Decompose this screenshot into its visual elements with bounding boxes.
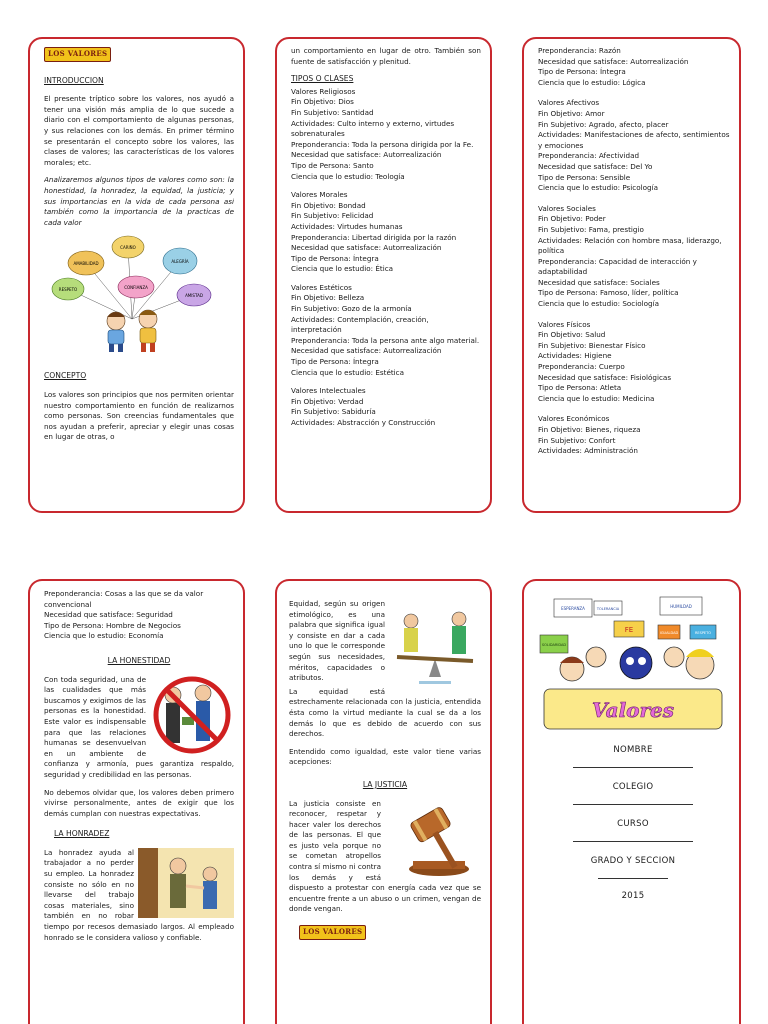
panel-tipos-continuacion [522,37,741,513]
sign-fe [614,621,644,637]
group-title: Valores Intelectuales [291,386,366,396]
field-label: CURSO [617,819,649,829]
group-line: Actividades: Contemplación, creación, interpretación [291,314,429,335]
value-group-fisicos [538,320,730,405]
field-underline [573,794,693,805]
justice-heading: LA JUSTICIA [362,779,408,789]
group-line: Ciencia que lo estudio: Teología [291,171,405,181]
concept-paragraph: Los valores son principios que nos permiten orientar nuestro comportamiento en función de realizarnos como personas. Son creencias fundamentales que nos ayudan a preferir, apreciar y elegir unas cosas en lugar de otras, o [44,389,234,442]
svg-text:FE: FE [624,626,634,634]
group-line: Ciencia que lo estudio: Economía [44,631,164,641]
group-line: Fin Subjetivo: Agrado, afecto, placer [538,119,669,129]
group-line: Preponderancia: Cosas a las que se da valor convencional [44,589,204,609]
equity-paragraph-1: Equidad, según su origen etimológico, es una palabra que significa igual y consiste en dar a cada uno lo que le corresponde según sus necesidades, méritos, capacidades o atributos. [289,599,385,683]
group-line: Ciencia que lo estudio: Sociología [538,299,660,309]
group-line: Ciencia que lo estudio: Lógica [538,77,646,87]
panel-2-content [291,46,481,510]
sign-igualdad [658,625,680,639]
svg-text:CARIÑO: CARIÑO [120,245,136,251]
panel-portada [522,579,741,1024]
group-line: Necesidad que satisface: Del Yo [538,161,653,171]
group-line: Necesidad que satisface: Autorrealización [291,346,442,356]
equity-paragraph-3: Entendido como igualdad, este valor tiene varias acepciones: [289,746,481,767]
group-line: Necesidad que satisface: Seguridad [44,610,173,620]
sign-humildad [660,597,702,615]
honesty-heading: LA HONESTIDAD [107,655,171,665]
group-line: Tipo de Persona: Atleta [538,383,622,393]
cover-illustration [538,591,728,733]
group-title: Valores Afectivos [538,98,600,108]
balloon-amistad [177,284,211,306]
intro-paragraph-2: Analizaremos algunos tipos de valores como son: la honestidad, la honradez, la equidad, la justicia; y sus importancias en la vida de cada persona así también como la importancia de la practicas de cada valor [44,175,234,227]
panel-4-content [44,589,234,1021]
justice-paragraph: La justicia consiste en reconocer, respetar y hacer valer los derechos de las personas. El que es justo vela porque no se cometan atropellos contra sí mismo ni contra los demás y está dispuesto a protestar con energía cada vez que se encuentre frente a un abuso o un crimen, vengan de donde vengan. [289,798,481,914]
concept-heading: CONCEPTO [44,371,87,381]
svg-text:HUMILDAD: HUMILDAD [670,604,692,609]
group-line: Tipo de Persona: Íntegra [291,357,379,367]
group-line: Actividades: Virtudes humanas [291,221,403,231]
group-line: Fin Objetivo: Bienes, riqueza [538,425,641,434]
group-line: Fin Objetivo: Verdad [291,396,364,406]
group-line: Tipo de Persona: Sensible [538,172,631,182]
economicos-continuation [44,589,234,642]
group-line: Ciencia que lo estudio: Psicología [538,183,658,193]
field-underline [573,831,693,842]
types-heading: TIPOS O CLASES [291,74,354,84]
group-line: Fin Objetivo: Poder [538,214,606,224]
group-line: Necesidad que satisface: Sociales [538,277,660,287]
svg-text:ALEGRÍA: ALEGRÍA [171,259,189,265]
seesaw-illustration [389,599,481,685]
cover-form [538,745,728,901]
group-line: Ciencia que lo estudio: Ética [291,264,394,274]
group-line: Actividades: Higiene [538,351,612,361]
group-line: Necesidad que satisface: Autorrealización [291,243,442,253]
panel-tipos [275,37,492,513]
value-group-morales [291,190,481,275]
honradez-paragraph: La honradez ayuda al trabajador a no perder su empleo. La honradez consiste no sólo en no llevarse del trabajo cosas materiales, sino también en no robar tiempo por recesos demasiado largos. Al empleado honrado se le considera valioso y confiable. [44,847,234,942]
svg-text:RESPETO: RESPETO [694,631,712,635]
group-line: Preponderancia: Razón [538,46,621,55]
group-line: Actividades: Administración [538,446,638,456]
sign-tolerancia [594,601,622,615]
svg-text:AMISTAD: AMISTAD [185,293,203,299]
panel-introduccion [28,37,245,513]
group-line: Actividades: Abstracción y Construcción [291,418,436,427]
group-line: Fin Objetivo: Salud [538,330,606,340]
group-line: Tipo de Persona: Hombre de Negocios [44,620,181,630]
balloon-carino [112,236,144,258]
panel-3-content [538,46,730,510]
panel-equidad-justicia [275,579,492,1024]
group-title: Valores Físicos [538,319,591,329]
svg-text:IGUALDAD: IGUALDAD [659,631,679,635]
value-group-economicos [538,414,730,456]
group-line: Actividades: Relación con hombre masa, liderazgo, política [538,235,722,256]
group-line: Necesidad que satisface: Autorrealización [291,150,442,160]
honradez-heading: LA HONRADEZ [54,829,110,839]
field-nombre[interactable] [538,745,728,768]
field-underline [598,868,668,879]
balloon-amabilidad [68,251,104,275]
value-group-religiosos [291,87,481,182]
value-group-sociales [538,204,730,310]
honesty-paragraph-1: Con toda seguridad, una de las cualidades que más buscamos y exigimos de las personas es la honestidad. Este valor es indispensable para que las relaciones humanas se desenvuelvan en un ambiente de confianza y armonía, pues garantiza respaldo, seguridad y credibilidad en las personas. [44,674,234,779]
field-underline [573,757,693,768]
group-line: Fin Subjetivo: Gozo de la armonía [291,304,412,314]
svg-text:SOLIDARIDAD: SOLIDARIDAD [541,643,567,647]
intro-heading: INTRODUCCION [44,75,104,85]
group-line: Actividades: Manifestaciones de afecto, sentimientos y emociones [538,130,730,150]
honesty-paragraph-2: No debemos olvidar que, los valores deben primero vivirse personalmente, antes de exigir que los demás cumplan con nuestras expectativas. [44,787,234,818]
value-group-intelectuales-cont [538,46,730,88]
field-curso[interactable] [538,819,728,842]
panel-honestidad [28,579,245,1024]
group-line: Necesidad que satisface: Autorrealización [538,56,689,66]
field-grado-seccion[interactable] [538,856,728,879]
svg-text:RESPETO: RESPETO [58,287,78,293]
value-group-afectivos [538,98,730,193]
group-line: Preponderancia: Cuerpo [538,362,625,372]
brand-tag-bottom: LOS VALORES [299,925,366,940]
field-label: NOMBRE [613,745,653,755]
panel-5-content [289,599,481,1021]
group-line: Tipo de Persona: Santo [291,160,374,170]
handshake-illustration [138,848,234,918]
cover-year: 2015 [621,891,645,901]
group-line: Preponderancia: Toda la persona ante algo material. [291,335,480,345]
gavel-icon [385,799,481,881]
group-line: Fin Objetivo: Dios [291,97,354,107]
group-line: Fin Objetivo: Belleza [291,293,365,303]
group-line: Fin Objetivo: Bondad [291,200,366,210]
group-line: Ciencia que lo estudio: Medicina [538,393,655,403]
group-line: Fin Subjetivo: Bienestar Físico [538,340,646,350]
svg-text:Valores: Valores [591,698,675,722]
group-line: Tipo de Persona: Íntegra [291,253,379,263]
valores-banner [544,689,722,729]
cartoon-characters [560,647,714,681]
svg-text:TOLERANCIA: TOLERANCIA [596,607,620,611]
balloons-illustration [44,235,234,353]
equity-paragraph-2: La equidad está estrechamente relacionada con la justicia, entendida ésta como la virtud mediante la cual se da a los demás lo que es debido de acuerdo con sus derechos. [289,686,481,739]
sign-solidaridad [540,635,568,653]
group-line: Preponderancia: Libertad dirigida por la razón [291,232,457,242]
group-title: Valores Económicos [538,414,610,424]
group-title: Valores Morales [291,190,348,200]
group-line: Preponderancia: Toda la persona dirigida por la Fe. [291,139,474,149]
field-colegio[interactable] [538,782,728,805]
sign-respeto [690,625,716,639]
group-line: Preponderancia: Capacidad de interacción y adaptabilidad [538,256,697,277]
group-line: Fin Subjetivo: Confort [538,435,616,445]
svg-text:ESPERANZA: ESPERANZA [561,606,585,611]
group-line: Necesidad que satisface: Fisiológicas [538,372,672,382]
balloon-alegria [163,248,197,274]
intro-paragraph-1: El presente tríptico sobre los valores, nos ayudó a tener una visión más amplia de lo que sucede a diario con el comportamiento de algunas personas, y sus relaciones con los demás. En primer término se presentarán el concepto sobre los valores, las clases de valores; las características de los valores morales; etc. [44,94,234,167]
balloon-respeto [52,278,84,300]
group-title: Valores Religiosos [291,86,356,96]
group-line: Fin Subjetivo: Sabiduría [291,407,376,417]
group-line: Actividades: Culto interno y externo, virtudes sobrenaturales [291,118,455,139]
value-group-intelectuales [291,386,481,428]
group-title: Valores Sociales [538,203,596,213]
group-line: Fin Subjetivo: Fama, prestigio [538,224,644,234]
concept-continuation: un comportamiento en lugar de otro. También son fuente de satisfacción y plenitud. [291,46,481,66]
group-line: Tipo de Persona: Íntegra [538,67,626,77]
group-line: Ciencia que lo estudio: Estética [291,367,405,377]
group-title: Valores Estéticos [291,282,352,292]
no-bribe-illustration [150,675,234,755]
sign-esperanza [554,599,592,617]
group-line: Fin Subjetivo: Santidad [291,107,374,117]
value-group-esteticos [291,283,481,378]
field-label: COLEGIO [612,782,654,792]
field-label: GRADO Y SECCION [590,856,676,866]
brand-tag: LOS VALORES [44,47,111,62]
svg-text:AMABILIDAD: AMABILIDAD [73,261,99,267]
balloon-confianza [118,276,154,298]
group-line: Tipo de Persona: Famoso, líder, política [538,288,679,298]
group-line: Fin Objetivo: Amor [538,108,605,118]
group-line: Fin Subjetivo: Felicidad [291,211,374,221]
panel-1-content [44,47,234,509]
svg-text:CONFIANZA: CONFIANZA [124,285,148,291]
group-line: Preponderancia: Afectividad [538,151,640,161]
